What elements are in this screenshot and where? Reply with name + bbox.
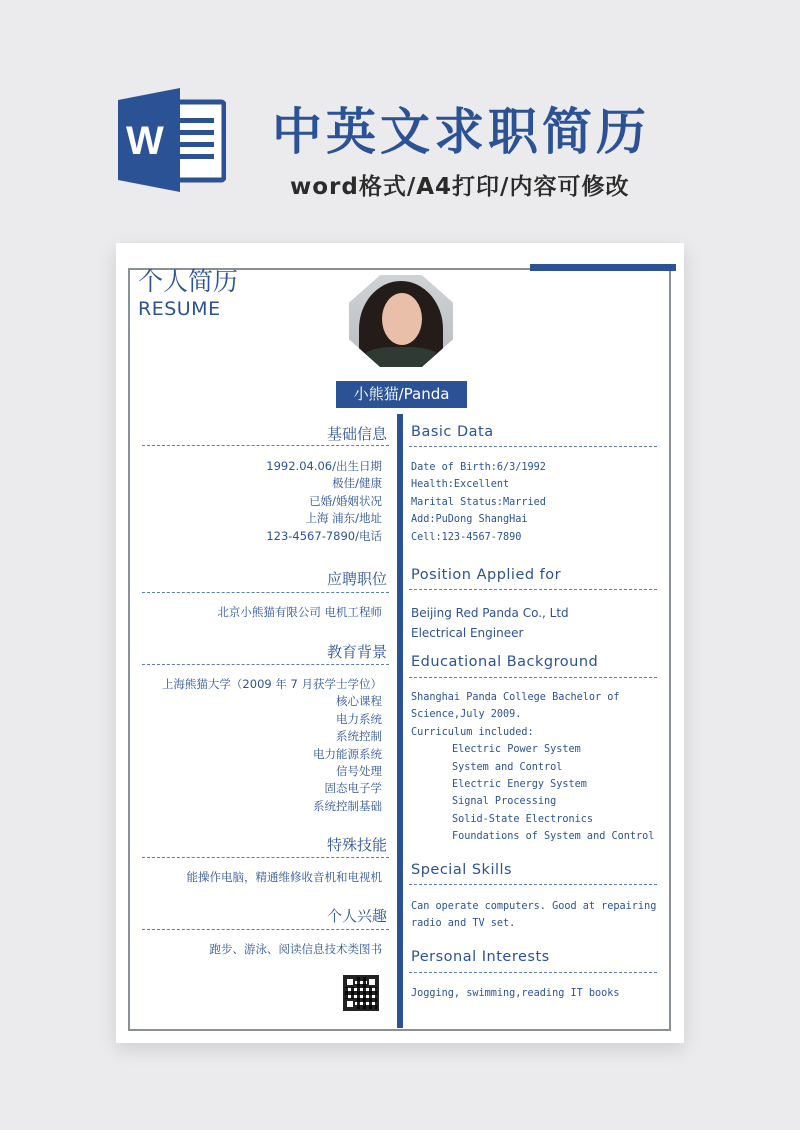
section-title-basic-en: Basic Data: [411, 424, 494, 440]
list-item: 信号处理: [336, 764, 382, 779]
list-item: 上海熊猫大学（2009 年 7 月获学士学位）: [161, 677, 382, 691]
position-cn: [217, 604, 382, 621]
divider: [409, 589, 657, 590]
list-item: 上海 浦东/地址: [305, 511, 382, 526]
list-item: Add:PuDong ShangHai: [411, 514, 528, 526]
section-title-skills-cn: 特殊技能: [326, 836, 387, 854]
resume-heading-en: RESUME: [138, 298, 221, 320]
word-icon-letter: W: [126, 119, 164, 163]
list-item: 跑步、游泳、阅读信息技术类图书: [209, 942, 382, 956]
list-item: 系统控制基础: [313, 798, 382, 813]
basic-info-en: [411, 459, 546, 546]
section-title-education-en: Educational Background: [411, 654, 599, 670]
course-item: System and Control: [452, 761, 563, 773]
section-title-basic-cn: 基础信息: [326, 425, 387, 443]
qr-code: [343, 975, 379, 1011]
list-item: 系统控制: [336, 729, 382, 744]
list-item: 已婚/婚姻状况: [309, 493, 382, 508]
course-item: Electric Power System: [452, 744, 581, 756]
list-item: Health:Excellent: [411, 479, 510, 491]
position-en: [411, 604, 569, 643]
list-item: Curriculum included:: [411, 726, 534, 738]
section-title-position-en: Position Applied for: [411, 567, 562, 583]
course-item: Solid-State Electronics: [452, 813, 594, 825]
list-item: radio and TV set.: [411, 918, 516, 930]
list-item: 北京小熊猫有限公司 电机工程师: [217, 605, 382, 619]
skills-cn: [187, 869, 383, 886]
banner-title: 中英文求职简历: [272, 103, 650, 161]
list-item: 123-4567-7890/电话: [266, 528, 382, 543]
section-title-skills-en: Special Skills: [411, 862, 513, 878]
list-item: Can operate computers. Good at repairing: [411, 901, 657, 912]
word-icon: [118, 88, 226, 192]
divider: [142, 929, 389, 930]
list-item: 能操作电脑，精通维修收音机和电视机: [186, 870, 382, 884]
basic-info-cn: [266, 458, 382, 545]
list-item: Beijing Red Panda Co., Ltd: [411, 606, 569, 620]
section-title-interests-en: Personal Interests: [411, 949, 550, 965]
list-item: 电力能源系统: [313, 746, 382, 761]
list-item: Date of Birth:6/3/1992: [411, 462, 546, 473]
list-item: 核心课程: [336, 694, 382, 709]
course-item: Foundations of System and Control: [452, 831, 655, 843]
section-title-education-cn: 教育背景: [326, 643, 387, 661]
interests-cn: [210, 941, 383, 958]
list-item: Science,July 2009.: [411, 709, 522, 721]
interests-en: [411, 985, 620, 1002]
course-item: Electric Energy System: [452, 779, 587, 791]
section-title-interests-cn: 个人兴趣: [326, 907, 387, 925]
divider: [409, 677, 657, 678]
education-en: [411, 689, 654, 846]
center-divider: [397, 414, 403, 1028]
name-label: 小熊猫/Panda: [336, 381, 467, 408]
list-item: Marital Status:Married: [411, 496, 546, 508]
resume-heading-cn: 个人简历: [138, 267, 239, 296]
list-item: 极佳/健康: [332, 476, 382, 491]
divider: [409, 972, 657, 973]
course-item: Signal Processing: [452, 796, 557, 808]
list-item: Cell:123-4567-7890: [411, 531, 522, 543]
list-item: 1992.04.06/出生日期: [266, 459, 382, 473]
skills-en: [411, 898, 656, 933]
list-item: Shanghai Panda College Bachelor of: [411, 692, 620, 703]
education-cn: [162, 676, 382, 815]
banner-subtitle: word格式/A4打印/内容可修改: [290, 174, 630, 200]
frame-accent-bar: [530, 264, 676, 271]
divider: [142, 592, 389, 593]
divider: [409, 884, 657, 885]
divider: [142, 445, 389, 446]
divider: [142, 664, 389, 665]
divider: [142, 857, 389, 858]
list-item: Electrical Engineer: [411, 625, 524, 640]
list-item: 电力系统: [336, 711, 382, 726]
section-title-position-cn: 应聘职位: [326, 570, 387, 588]
list-item: Jogging, swimming,reading IT books: [411, 988, 620, 999]
list-item: 固态电子学: [324, 781, 382, 796]
divider: [409, 446, 657, 447]
